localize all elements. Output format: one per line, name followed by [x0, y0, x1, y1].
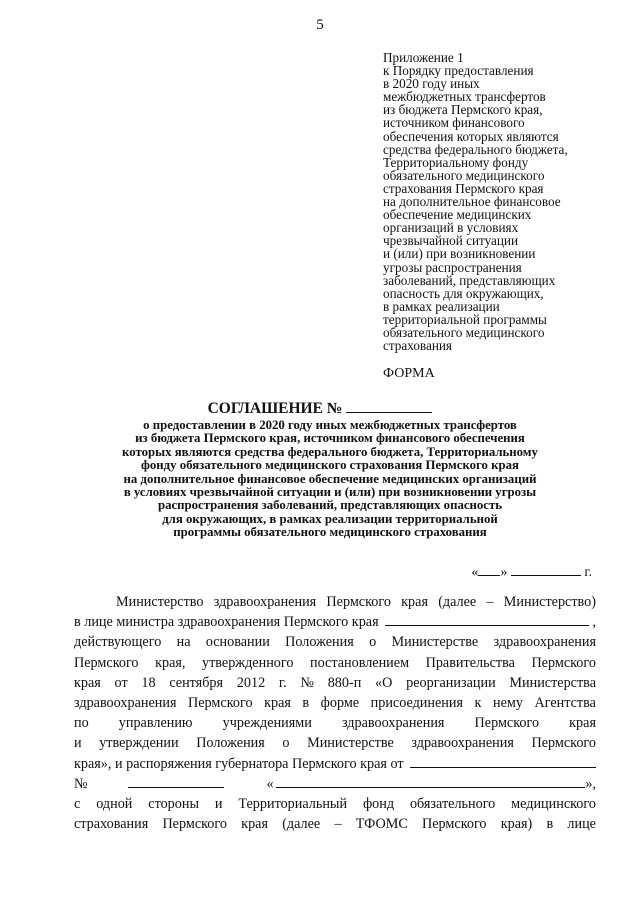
body-word: ТФОМС	[355, 816, 408, 833]
body-word: края	[401, 594, 428, 610]
appendix-line: обязательного медицинского	[383, 167, 545, 183]
body-line-12	[74, 814, 596, 834]
appendix-line: на дополнительное финансовое	[383, 194, 561, 210]
body-word: (далее	[282, 816, 321, 833]
subtitle-line: в условиях чрезвычайной ситуации и (или) при возникновении угрозы	[123, 485, 537, 500]
body-word: сентября	[169, 674, 224, 691]
body-word: лице	[567, 816, 596, 833]
body-line-3	[74, 632, 596, 652]
body-line-5	[74, 673, 596, 693]
body-word: к	[474, 694, 482, 711]
appendix-line: заболеваний, представляющих	[383, 272, 556, 288]
body-line-9-text: края», и распоряжения губернатора Пермского края от	[74, 755, 404, 772]
body-word: и	[74, 735, 82, 752]
appendix-header	[383, 51, 623, 352]
body-word: Министерство)	[503, 594, 596, 610]
body-word: Пермского	[422, 816, 487, 833]
body-word: Правительства	[425, 654, 515, 671]
minister-name-field[interactable]	[385, 612, 590, 626]
appendix-line: страхования	[383, 338, 452, 354]
body-word: нему	[492, 694, 523, 711]
body-line-2	[74, 612, 596, 632]
body-word: страхования	[74, 816, 149, 833]
body-line-8	[74, 733, 596, 753]
appendix-line: обязательного медицинского	[383, 324, 545, 340]
body-word: Пермского	[326, 594, 391, 610]
body-word: управлению	[118, 715, 193, 732]
body-word: медицинского	[511, 795, 596, 812]
order-date-field[interactable]	[410, 754, 596, 768]
date-day-field[interactable]	[478, 563, 500, 576]
date-year-suffix: г.	[584, 565, 592, 580]
body-word: Министерстве	[391, 634, 479, 651]
body-line-10	[74, 774, 596, 794]
body-word: 880-п	[327, 674, 362, 691]
body-word: –	[334, 816, 342, 833]
body-word: фонд	[362, 795, 395, 812]
page-number: 5	[316, 17, 324, 33]
body-word: одной	[96, 795, 133, 812]
agreement-body	[74, 592, 596, 834]
body-line-1	[74, 592, 596, 612]
body-word: стороны	[148, 795, 199, 812]
body-word: основании	[205, 634, 270, 651]
body-word: в	[546, 816, 554, 833]
body-word: в	[302, 694, 310, 711]
body-word: Пермского	[74, 654, 139, 671]
appendix-line: источником финансового	[383, 115, 525, 131]
appendix-line: опасность для окружающих,	[383, 285, 544, 301]
body-word: здравоохранения	[341, 715, 445, 732]
body-word: края	[74, 674, 101, 691]
appendix-line: в 2020 году иных	[383, 76, 480, 92]
body-word: здравоохранения	[74, 694, 177, 711]
body-word: 2012	[236, 674, 266, 691]
body-word: здравоохранения	[213, 594, 317, 610]
order-number-label: №	[74, 775, 88, 792]
date-month-field[interactable]	[511, 563, 581, 576]
body-word: Пермского	[162, 816, 227, 833]
body-word: на	[176, 634, 191, 651]
appendix-line: Территориальному фонду	[383, 154, 529, 170]
agreement-number-field[interactable]	[346, 400, 432, 413]
body-word: здравоохранения	[493, 634, 596, 651]
appendix-line: средства федерального бюджета,	[383, 141, 568, 157]
body-word: постановлением	[310, 654, 410, 671]
body-word: г.	[278, 674, 287, 691]
agreement-date	[471, 563, 592, 581]
body-line-4	[74, 653, 596, 673]
body-word: края	[569, 715, 596, 732]
agreement-title-text: СОГЛАШЕНИЕ №	[207, 400, 343, 417]
body-word: реорганизации	[406, 674, 496, 691]
body-word: Агентства	[534, 694, 596, 711]
appendix-line: территориальной программы	[383, 311, 547, 327]
body-line-2-text: в лице министра здравоохранения Пермского края	[74, 614, 379, 631]
body-word: форме	[320, 694, 360, 711]
body-line-7	[74, 713, 596, 733]
body-word: края	[264, 694, 291, 711]
subtitle-line: на дополнительное финансовое обеспечение медицинских организаций	[123, 471, 537, 486]
form-label: ФОРМА	[383, 366, 435, 381]
order-title-open-quote: «	[266, 775, 274, 792]
appendix-line: из бюджета Пермского края,	[383, 102, 543, 118]
body-word: Территориальный	[238, 795, 348, 812]
subtitle-line: которых являются средства федерального бюджета, Территориальному	[122, 444, 538, 459]
order-number-field[interactable]	[128, 774, 224, 788]
subtitle-line: из бюджета Пермского края, источником финансового обеспечения	[135, 431, 525, 446]
body-word: Пермского	[188, 694, 253, 711]
body-line-6	[74, 693, 596, 713]
body-word: с	[74, 795, 81, 812]
body-word: края	[241, 816, 268, 833]
body-word: утверждении	[99, 735, 179, 752]
subtitle-line: для окружающих, в рамках реализации территориальной	[162, 511, 498, 526]
agreement-title	[0, 400, 640, 418]
subtitle-line: программы обязательного медицинского страхования	[173, 525, 487, 540]
appendix-line: и (или) при возникновении	[383, 246, 536, 262]
body-word: действующего	[74, 634, 162, 651]
appendix-line: в рамках реализации	[383, 298, 500, 314]
order-title-field[interactable]	[276, 774, 586, 788]
body-word: Пермского	[531, 735, 596, 752]
body-word: о	[282, 735, 290, 752]
appendix-line: угрозы распространения	[383, 259, 522, 275]
body-line-2-end: ,	[592, 614, 596, 631]
agreement-subtitle	[70, 419, 590, 540]
body-word: (далее	[438, 594, 477, 610]
body-word: от	[114, 674, 128, 691]
body-word: присоединения	[370, 694, 464, 711]
body-word: Положения	[196, 735, 265, 752]
body-word: Пермского	[474, 715, 540, 732]
subtitle-line: о предоставлении в 2020 году иных межбюджетных трансфертов	[143, 418, 517, 432]
body-word: здравоохранения	[411, 735, 514, 752]
appendix-line: организаций в условиях	[383, 220, 519, 236]
appendix-line: обеспечения которых являются	[383, 128, 559, 144]
body-word: Министерство	[116, 594, 204, 610]
body-word: края,	[155, 654, 186, 671]
body-word: утвержденного	[201, 654, 294, 671]
appendix-line: Приложение 1	[383, 50, 464, 65]
order-title-close-quote: »,	[585, 775, 596, 792]
body-word: Министерстве	[307, 735, 394, 752]
body-word: и	[214, 795, 223, 812]
body-line-11	[74, 794, 596, 814]
body-word: учреждениями	[222, 715, 312, 732]
body-word: №	[300, 674, 314, 691]
appendix-line: обеспечение медицинских	[383, 207, 532, 223]
body-line-9	[74, 754, 596, 774]
body-word: обязательного	[409, 795, 496, 812]
body-word: 18	[141, 674, 156, 691]
body-word: –	[486, 594, 494, 610]
date-open-quote: «	[471, 565, 479, 580]
appendix-line: межбюджетных трансфертов	[383, 89, 546, 105]
appendix-line: страхования Пермского края	[383, 180, 544, 196]
body-word: Министерства	[509, 674, 596, 691]
body-word: Положения	[285, 634, 354, 651]
body-word: по	[74, 715, 89, 732]
subtitle-line: распространения заболеваний, представляющих опасность	[157, 498, 503, 513]
body-word: края)	[500, 816, 533, 833]
body-word: Пермского	[531, 654, 596, 671]
subtitle-line: фонду обязательного медицинского страхования Пермского края	[141, 458, 519, 473]
appendix-line: к Порядку предоставления	[383, 63, 534, 79]
date-close-quote: »	[500, 565, 508, 580]
body-word: «О	[375, 674, 393, 691]
appendix-line: чрезвычайной ситуации	[383, 233, 519, 249]
body-word: о	[369, 634, 377, 651]
